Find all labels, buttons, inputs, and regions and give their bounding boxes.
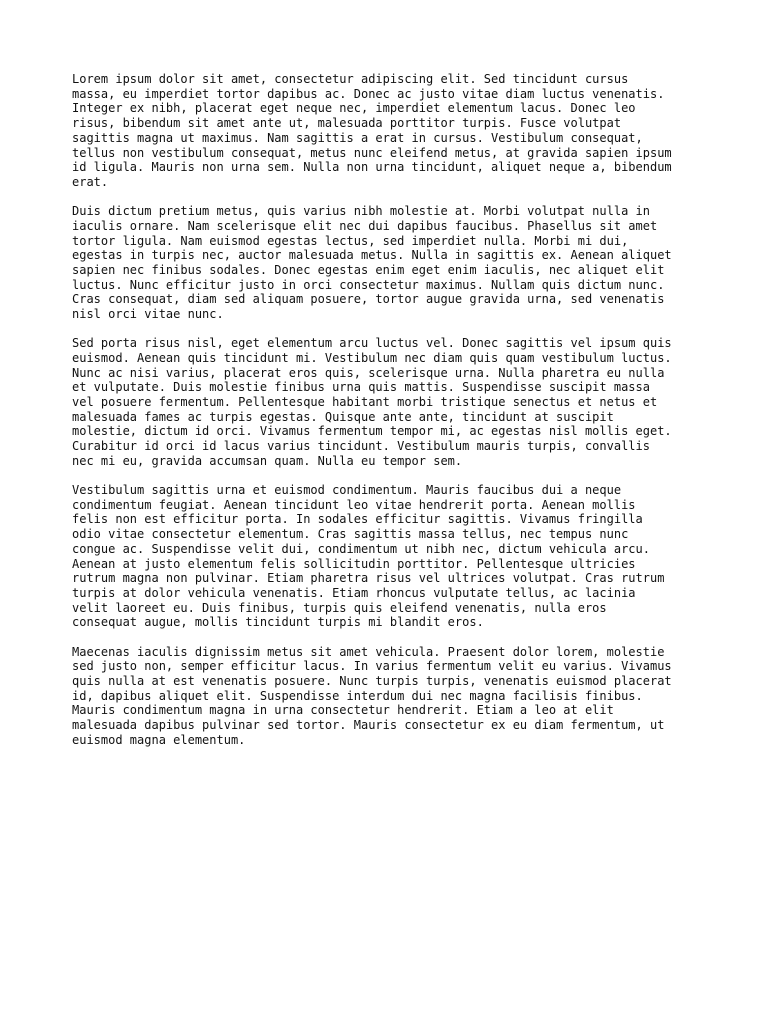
document-page xyxy=(72,72,700,762)
paragraph-3: Sed porta risus nisl, eget elementum arcu luctus vel. Donec sagittis vel ipsum quis euismod. Aenean quis tincidunt mi. Vestibulum nec diam quis quam vestibulum luctus. Nunc ac nisi varius, placerat eros quis, scelerisque urna. Nulla pharetra eu nulla et vulputate. Duis molestie finibus urna quis mattis. Suspendisse suscipit massa vel posuere fermentum. Pellentesque habitant morbi tristique senectus et netus et malesuada fames ac turpis egestas. Quisque ante ante, tincidunt at suscipit molestie, dictum id orci. Vivamus fermentum tempor mi, ac egestas nisl mollis eget. Curabitur id orci id lacus varius tincidunt. Vestibulum mauris turpis, convallis nec mi eu, gravida accumsan quam. Nulla eu tempor sem. xyxy=(72,336,672,468)
paragraph-4: Vestibulum sagittis urna et euismod condimentum. Mauris faucibus dui a neque condimentum feugiat. Aenean tincidunt leo vitae hendrerit porta. Aenean mollis felis non est efficitur porta. In sodales efficitur sagittis. Vivamus fringilla odio vitae consectetur elementum. Cras sagittis massa tellus, nec tempus nunc congue ac. Suspendisse velit dui, condimentum ut nibh nec, dictum vehicula arcu. Aenean at justo elementum felis sollicitudin porttitor. Pellentesque ultricies rutrum magna non pulvinar. Etiam pharetra risus vel ultrices volutpat. Cras rutrum turpis at dolor vehicula venenatis. Etiam rhoncus vulputate tellus, ac lacinia velit laoreet eu. Duis finibus, turpis quis eleifend venenatis, nulla eros consequat augue, mollis tincidunt turpis mi blandit eros. xyxy=(72,483,665,630)
paragraph-1: Lorem ipsum dolor sit amet, consectetur adipiscing elit. Sed tincidunt cursus massa, eu imperdiet tortor dapibus ac. Donec ac justo vitae diam luctus venenatis. Integer ex nibh, placerat eget neque nec, imperdiet elementum lacus. Donec leo risus, bibendum sit amet ante ut, malesuada porttitor turpis. Fusce volutpat sagittis magna ut maximus. Nam sagittis a erat in cursus. Vestibulum consequat, tellus non vestibulum consequat, metus nunc eleifend metus, at gravida sapien ipsum id ligula. Mauris non urna sem. Nulla non urna tincidunt, aliquet neque a, bibendum erat. xyxy=(72,72,672,189)
paragraph-2: Duis dictum pretium metus, quis varius nibh molestie at. Morbi volutpat nulla in iaculis ornare. Nam scelerisque elit nec dui dapibus faucibus. Phasellus sit amet tortor ligula. Nam euismod egestas lectus, sed imperdiet nulla. Morbi mi dui, egestas in turpis nec, auctor malesuada metus. Nulla in sagittis ex. Aenean aliquet sapien nec finibus sodales. Donec egestas enim eget enim iaculis, nec aliquet elit luctus. Nunc efficitur justo in orci consectetur maximus. Nullam quis dictum nunc. Cras consequat, diam sed aliquam posuere, tortor augue gravida urna, sed venenatis nisl orci vitae nunc. xyxy=(72,204,672,322)
paragraph-5: Maecenas iaculis dignissim metus sit amet vehicula. Praesent dolor lorem, molestie sed justo non, semper efficitur lacus. In varius fermentum velit eu varius. Vivamus quis nulla at est venenatis posuere. Nunc turpis turpis, venenatis euismod placerat id, dapibus aliquet elit. Suspendisse interdum dui nec magna facilisis finibus. Mauris condimentum magna in urna consectetur hendrerit. Etiam a leo at elit malesuada dapibus pulvinar sed tortor. Mauris consectetur ex eu diam fermentum, ut euismod magna elementum. xyxy=(72,644,672,747)
